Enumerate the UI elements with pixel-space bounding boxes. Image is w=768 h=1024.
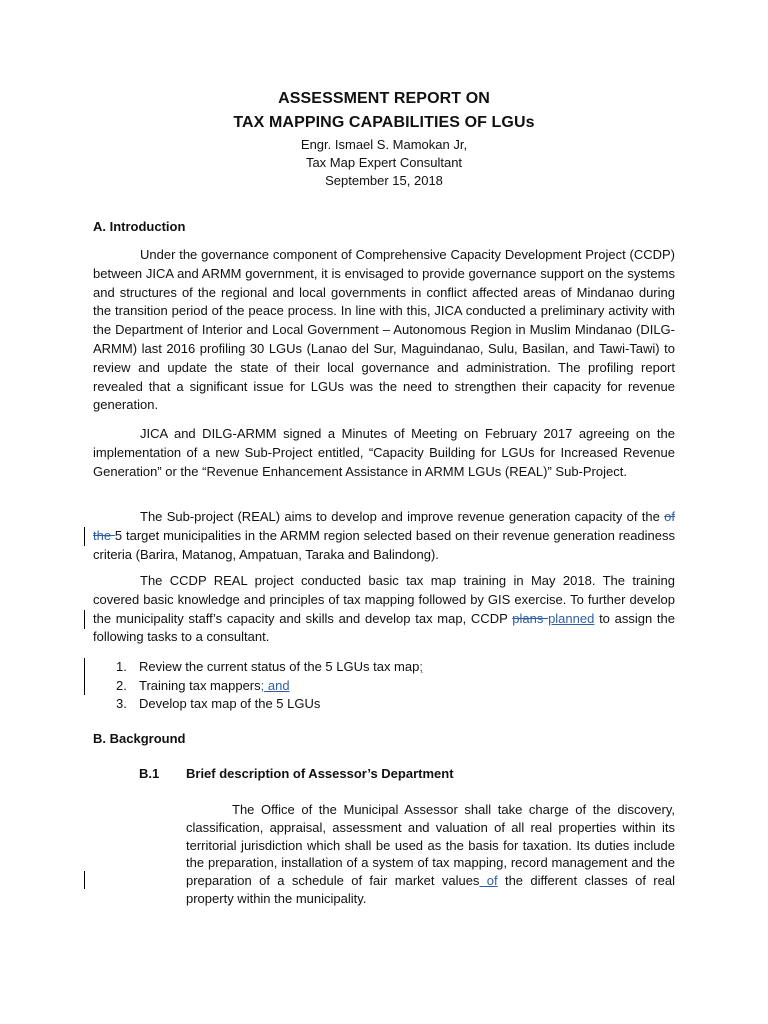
assessor-description-text-cont: the different classes of real property within the municipality. <box>186 873 675 906</box>
report-title-line1: ASSESSMENT REPORT ON <box>278 90 490 107</box>
revision-change-bar <box>84 658 85 695</box>
deleted-text: of the <box>93 509 675 543</box>
list-item <box>116 695 676 714</box>
task-list <box>116 658 676 714</box>
revision-change-bar <box>84 871 85 889</box>
intro-paragraph-4 <box>93 572 675 647</box>
subsection-number: B.1 <box>139 766 160 781</box>
list-item-number: 1. <box>116 659 127 674</box>
intro-paragraph-1-text: Under the governance component of Comprehensive Capacity Development Project (CCDP) between JICA and ARMM government, it is envisaged to provide governance support on the systems and structures of the regional and local governments in conflict affected areas of Mindanao during the transition period of the peace process. In line with this, JICA conducted a preliminary activity with the Department of Interior and Local Government – Autonomous Region in Muslim Mindanao (DILG-ARMM) last 2016 profiling 30 LGUs (Lanao del Sur, Maguindanao, Sulu, Basilan, and Tawi-Tawi) to review and update the state of their local governance and administration. The profiling report revealed that a significant issue for LGUs was the need to strengthen their capacity for revenue generation. <box>93 247 675 413</box>
author-role: Tax Map Expert Consultant <box>305 155 463 170</box>
intro-paragraph-3-text-cont: 5 target municipalities in the ARMM region selected based on their revenue generation readiness criteria (Barira, Matanog, Ampatuan, Taraka and Balindong). <box>93 527 675 562</box>
assessor-description-text: The Office of the Municipal Assessor shall take charge of the discovery, classification, appraisal, assessment and valuation of all real properties within its territorial jurisdiction which shall be used as the basis for taxation. Its duties include the preparation, installation of a system of tax mapping, record management and the preparation of a schedule of fair market values <box>186 802 675 889</box>
list-item-text: Review the current status of the 5 LGUs tax map <box>139 659 420 674</box>
inserted-text: ; and <box>260 677 290 693</box>
inserted-text: of <box>479 873 498 889</box>
inserted-text: ; <box>419 659 423 674</box>
section-heading-background: B. Background <box>93 731 186 746</box>
intro-paragraph-3 <box>93 508 675 564</box>
intro-paragraph-2 <box>93 425 675 481</box>
list-item <box>116 677 676 696</box>
section-heading-introduction: A. Introduction <box>93 219 186 234</box>
intro-paragraph-4-text: The CCDP REAL project conducted basic tax map training in May 2018. The training covered basic knowledge and principles of tax mapping followed by GIS exercise. To further develop the municipality staff’s capacity and skills and develop tax map, CCDP <box>93 573 675 626</box>
intro-paragraph-4-text-cont: to assign the following tasks to a consultant. <box>93 610 675 645</box>
list-item-number: 3. <box>116 696 127 711</box>
intro-paragraph-1 <box>93 246 675 415</box>
assessor-description-paragraph <box>186 801 675 908</box>
list-item <box>116 658 676 677</box>
revision-change-bar <box>84 527 85 546</box>
subsection-title: Brief description of Assessor’s Department <box>186 766 454 781</box>
report-date: September 15, 2018 <box>325 173 443 188</box>
intro-paragraph-2-text: JICA and DILG-ARMM signed a Minutes of Meeting on February 2017 agreeing on the implementation of a new Sub-Project entitled, “Capacity Building for LGUs for Increased Revenue Generation” or the “Revenue Enhancement Assistance in ARMM LGUs (REAL)” Sub-Project. <box>93 426 675 479</box>
list-item-text: Develop tax map of the 5 LGUs <box>139 696 321 711</box>
intro-paragraph-3-text: The Sub-project (REAL) aims to develop and improve revenue generation capacity of the <box>140 509 665 524</box>
revision-change-bar <box>84 610 85 629</box>
list-item-number: 2. <box>116 677 127 693</box>
list-item-text: Training tax mappers <box>139 677 261 693</box>
inserted-text: planned <box>548 610 595 626</box>
report-title-line2: TAX MAPPING CAPABILITIES OF LGUs <box>233 114 535 131</box>
author-name: Engr. Ismael S. Mamokan Jr, <box>300 137 468 152</box>
deleted-text: plans <box>512 610 549 626</box>
